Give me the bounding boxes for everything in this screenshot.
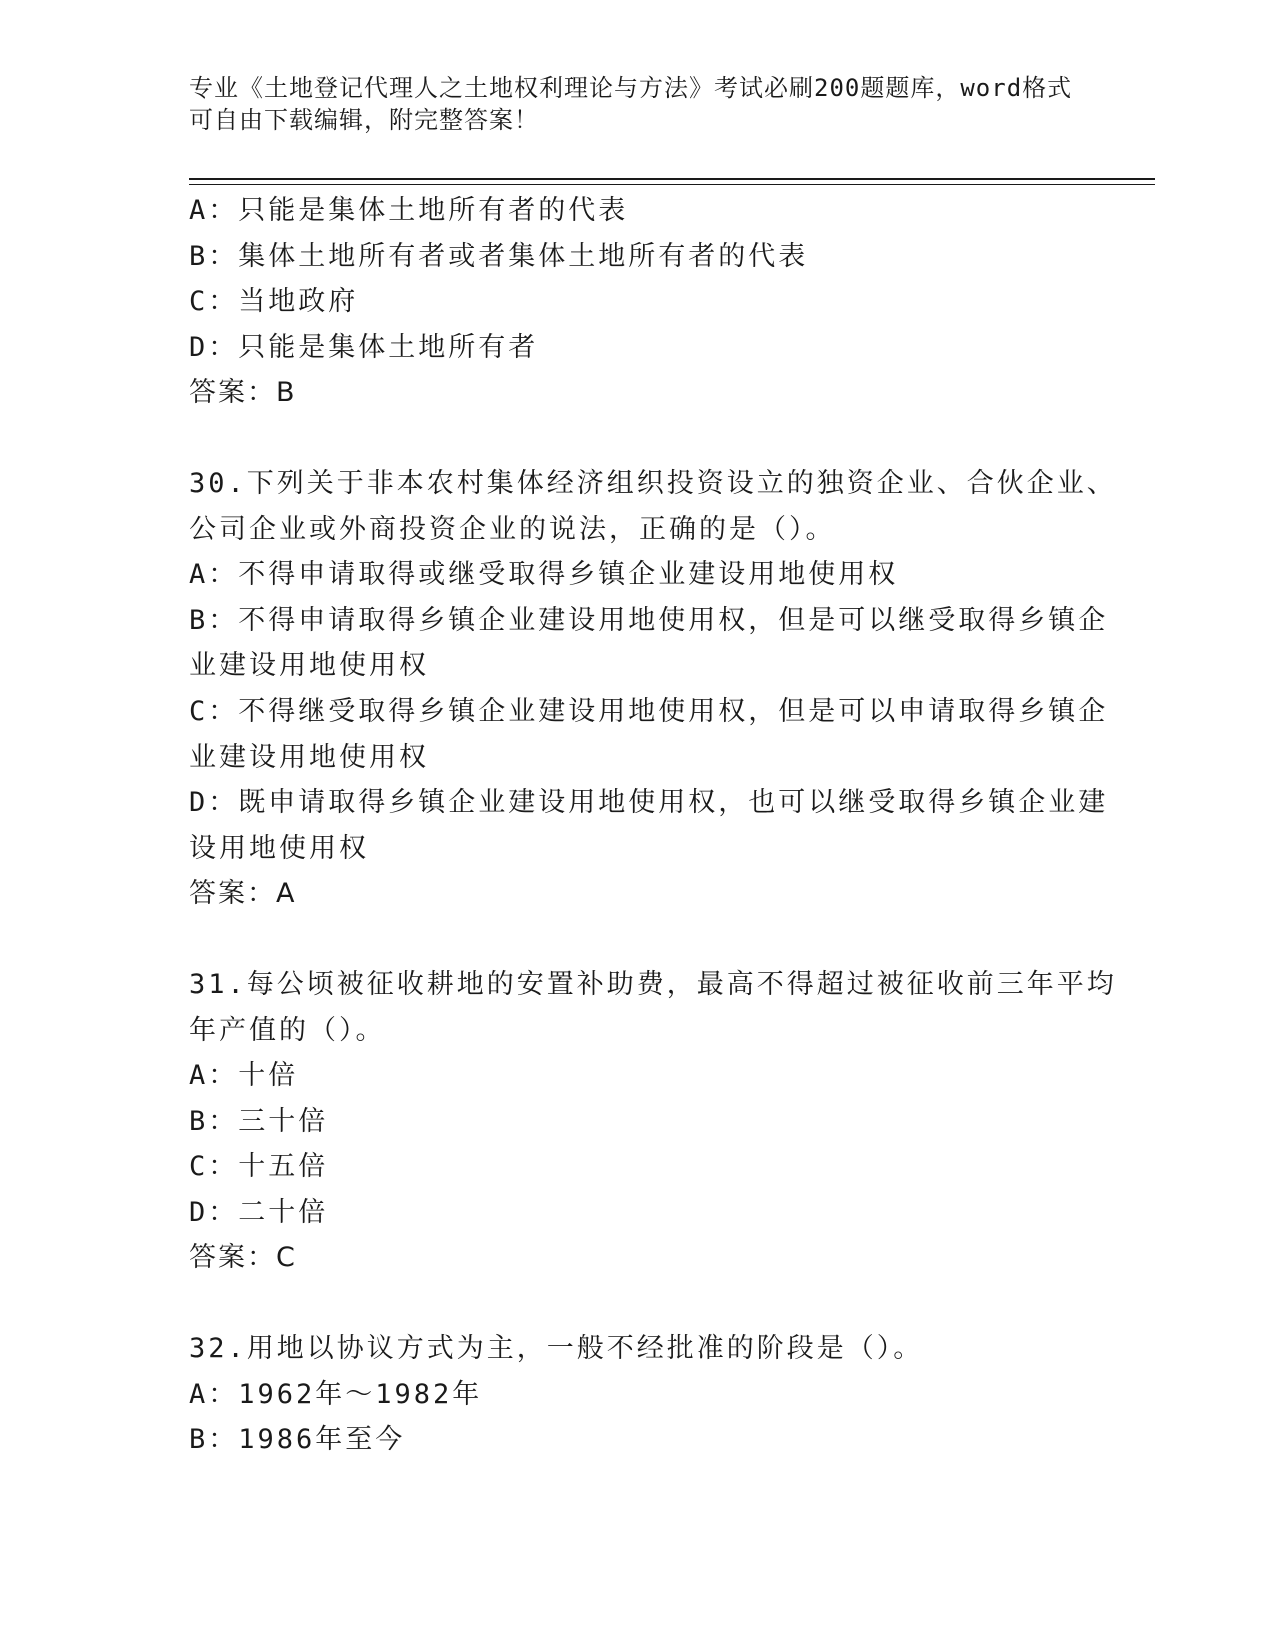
option-b-cont: 业建设用地使用权 — [189, 650, 429, 682]
header-divider-thin — [189, 184, 1155, 185]
option-c: C：十五倍 — [189, 1151, 329, 1183]
option-b: B：不得申请取得乡镇企业建设用地使用权，但是可以继受取得乡镇企 — [189, 604, 1109, 636]
answer: 答案：B — [189, 377, 297, 409]
question-30 — [189, 461, 1117, 917]
question-31 — [189, 962, 1117, 1281]
answer: 答案：C — [189, 1242, 297, 1274]
header-line-1: 专业《土地登记代理人之土地权利理论与方法》考试必刷200题题库，word格式 — [189, 74, 1073, 102]
header-line-2: 可自由下载编辑，附完整答案！ — [189, 106, 539, 134]
option-a: A：不得申请取得或继受取得乡镇企业建设用地使用权 — [189, 559, 899, 591]
question-list — [189, 188, 1117, 1463]
spacer — [189, 1281, 1079, 1326]
option-b: B：集体土地所有者或者集体土地所有者的代表 — [189, 240, 809, 272]
spacer — [189, 416, 1079, 461]
option-d: D：只能是集体土地所有者 — [189, 331, 539, 363]
option-d: D：既申请取得乡镇企业建设用地使用权，也可以继受取得乡镇企业建 — [189, 787, 1109, 819]
document-header — [189, 72, 1073, 136]
question-32 — [189, 1326, 1079, 1463]
option-d-cont: 设用地使用权 — [189, 832, 369, 864]
option-b: B：三十倍 — [189, 1105, 329, 1137]
option-d: D：二十倍 — [189, 1196, 329, 1228]
question-stem: 31.每公顷被征收耕地的安置补助费，最高不得超过被征收前三年平均 — [189, 968, 1117, 1000]
question-stem: 32.用地以协议方式为主，一般不经批准的阶段是（）。 — [189, 1333, 924, 1365]
option-c-cont: 业建设用地使用权 — [189, 741, 429, 773]
question-29-options — [189, 188, 1079, 416]
header-divider-thick — [189, 178, 1155, 180]
option-a: A：1962年～1982年 — [189, 1378, 483, 1410]
option-b: B：1986年至今 — [189, 1424, 406, 1456]
question-stem: 30.下列关于非本农村集体经济组织投资设立的独资企业、合伙企业、 — [189, 467, 1117, 499]
option-c: C：不得继受取得乡镇企业建设用地使用权，但是可以申请取得乡镇企 — [189, 695, 1109, 727]
option-c: C：当地政府 — [189, 286, 359, 318]
answer: 答案：A — [189, 878, 297, 910]
question-stem-cont: 年产值的（）。 — [189, 1014, 386, 1046]
option-a: A：十倍 — [189, 1060, 299, 1092]
spacer — [189, 917, 1079, 962]
question-stem-cont: 公司企业或外商投资企业的说法，正确的是（）。 — [189, 513, 836, 545]
option-a: A：只能是集体土地所有者的代表 — [189, 195, 629, 226]
